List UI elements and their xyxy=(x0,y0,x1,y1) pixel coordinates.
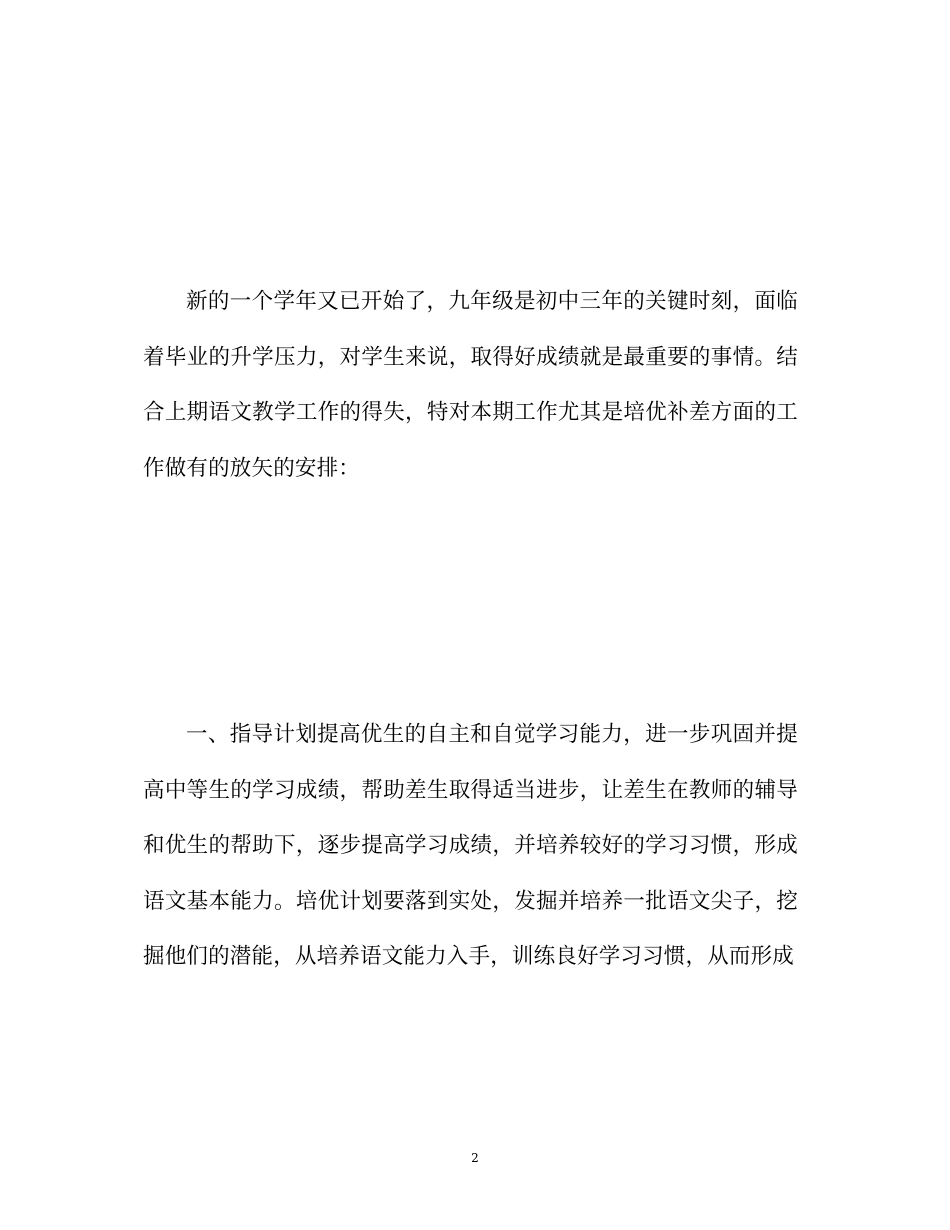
page-number: 2 xyxy=(471,1151,479,1165)
section-one-paragraph: 一、指导计划提高优生的自主和自觉学习能力，进一步巩固并提高中等生的学习成绩，帮助差生取得适当进步，让差生在教师的辅导和优生的帮助下，逐步提高学习成绩，并培养较好的学习习惯，形成语文基本能力。培优计划要落到实处，发掘并培养一批语文尖子，挖掘他们的潜能，从培养语文能力入手，训练良好学习习惯，从而形成 xyxy=(143,722,798,969)
intro-paragraph: 新的一个学年又已开始了，九年级是初中三年的关键时刻，面临着毕业的升学压力，对学生来说，取得好成绩就是最重要的事情。结合上期语文教学工作的得失，特对本期工作尤其是培优补差方面的工作做有的放矢的安排： xyxy=(143,289,798,481)
